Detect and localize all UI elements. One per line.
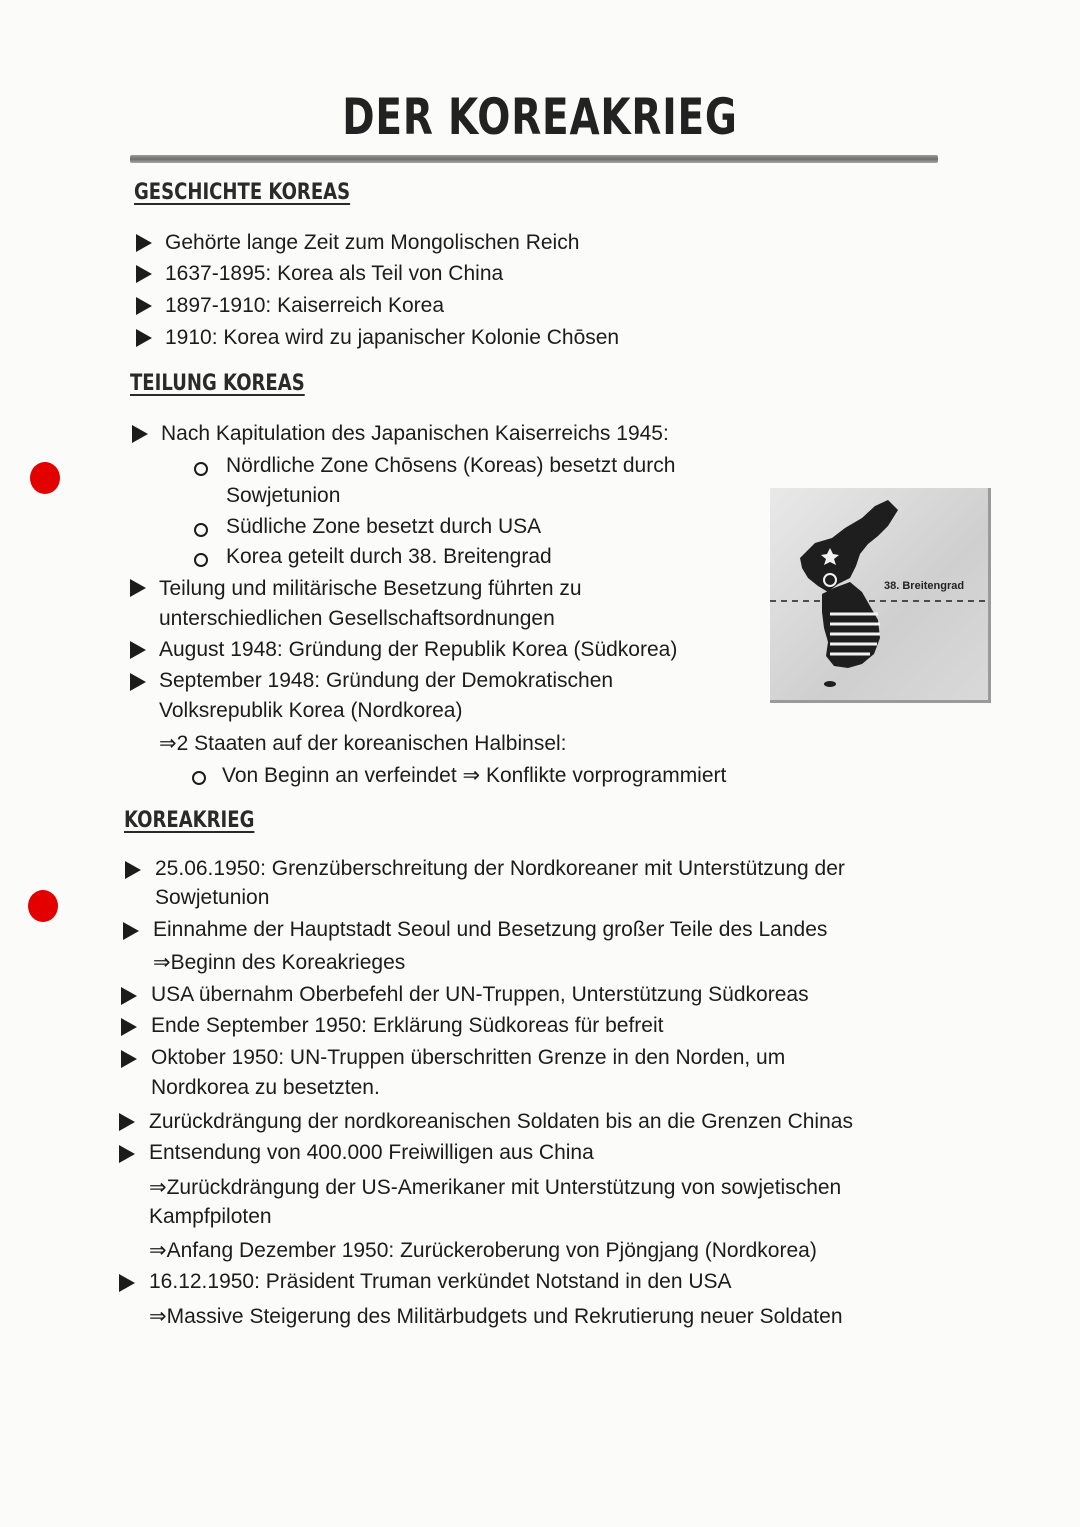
list-item: Ende September 1950: Erklärung Südkoreas für befreit xyxy=(151,1014,664,1037)
list-item: Zurückdrängung der nordkoreanischen Soldaten bis an die Grenzen Chinas xyxy=(149,1110,853,1133)
sub-item: Von Beginn an verfeindet ⇒ Konflikte vorprogrammiert xyxy=(222,764,727,787)
list-item: Nach Kapitulation des Japanischen Kaiserreichs 1945: xyxy=(161,422,669,445)
bullet-icon xyxy=(136,297,152,315)
arrow-note: ⇒Zurückdrängung der US-Amerikaner mit Unterstützung von sowjetischen xyxy=(149,1176,842,1199)
arrow-note: ⇒Massive Steigerung des Militärbudgets und Rekrutierung neuer Soldaten xyxy=(149,1305,843,1328)
red-dot-marker xyxy=(28,890,58,922)
arrow-note: ⇒Beginn des Koreakrieges xyxy=(153,951,406,974)
title-divider xyxy=(130,155,938,163)
list-item: 1897-1910: Kaiserreich Korea xyxy=(165,294,445,317)
korea-map-image xyxy=(770,488,991,703)
list-item-continuation: unterschiedlichen Gesellschaftsordnungen xyxy=(159,607,555,630)
list-item: Oktober 1950: UN-Truppen überschritten Grenze in den Norden, um xyxy=(151,1046,786,1069)
list-item: Einnahme der Hauptstadt Seoul und Besetzung großer Teile des Landes xyxy=(153,918,828,941)
sub-bullet-icon xyxy=(194,462,208,476)
list-item: USA übernahm Oberbefehl der UN-Truppen, Unterstützung Südkoreas xyxy=(151,983,809,1006)
list-item-continuation: Sowjetunion xyxy=(155,886,270,909)
bullet-icon xyxy=(130,579,146,597)
section-heading-koreakrieg: KOREAKRIEG xyxy=(124,808,255,833)
red-dot-marker xyxy=(30,462,60,494)
map-label-38th-parallel: 38. Breitengrad xyxy=(884,580,965,592)
bullet-icon xyxy=(125,861,141,879)
bullet-icon xyxy=(119,1145,135,1163)
bullet-icon xyxy=(121,987,137,1005)
bullet-icon xyxy=(123,922,139,940)
arrow-note: ⇒Anfang Dezember 1950: Zurückeroberung von Pjöngjang (Nordkorea) xyxy=(149,1239,817,1262)
list-item: August 1948: Gründung der Republik Korea (Südkorea) xyxy=(159,638,678,661)
bullet-icon xyxy=(119,1113,135,1131)
korea-map-illustration xyxy=(770,488,988,700)
sub-item-continuation: Sowjetunion xyxy=(226,484,341,507)
section-heading-teilung: TEILUNG KOREAS xyxy=(130,371,305,396)
arrow-note-continuation: Kampfpiloten xyxy=(149,1205,272,1228)
list-item: Entsendung von 400.000 Freiwilligen aus China xyxy=(149,1141,594,1164)
bullet-icon xyxy=(130,641,146,659)
bullet-icon xyxy=(136,234,152,252)
section-heading-geschichte: GESCHICHTE KOREAS xyxy=(134,180,351,205)
list-item: September 1948: Gründung der Demokratischen xyxy=(159,669,614,692)
sub-bullet-icon xyxy=(194,553,208,567)
list-item: 1637-1895: Korea als Teil von China xyxy=(165,262,504,285)
sub-item: Nördliche Zone Chōsens (Koreas) besetzt durch xyxy=(226,454,676,477)
list-item-continuation: Volksrepublik Korea (Nordkorea) xyxy=(159,699,463,722)
list-item: Teilung und militärische Besetzung führten zu xyxy=(159,577,582,600)
bullet-icon xyxy=(136,329,152,347)
sub-bullet-icon xyxy=(194,523,208,537)
sub-item: Korea geteilt durch 38. Breitengrad xyxy=(226,545,552,568)
bullet-icon xyxy=(121,1050,137,1068)
sub-item: Südliche Zone besetzt durch USA xyxy=(226,515,542,538)
bullet-icon xyxy=(119,1274,135,1292)
sub-bullet-icon xyxy=(192,771,206,785)
bullet-icon xyxy=(136,265,152,283)
bullet-icon xyxy=(132,425,148,443)
list-item: 1910: Korea wird zu japanischer Kolonie Chōsen xyxy=(165,326,620,349)
list-item-continuation: Nordkorea zu besetzten. xyxy=(151,1076,380,1099)
list-item: 16.12.1950: Präsident Truman verkündet Notstand in den USA xyxy=(149,1270,732,1293)
page-title: DER KOREAKRIEG xyxy=(342,88,738,146)
list-item: 25.06.1950: Grenzüberschreitung der Nordkoreaner mit Unterstützung der xyxy=(155,857,845,880)
list-item: Gehörte lange Zeit zum Mongolischen Reich xyxy=(165,231,580,254)
bullet-icon xyxy=(130,673,146,691)
arrow-note: ⇒2 Staaten auf der koreanischen Halbinsel: xyxy=(159,732,567,755)
bullet-icon xyxy=(121,1018,137,1036)
